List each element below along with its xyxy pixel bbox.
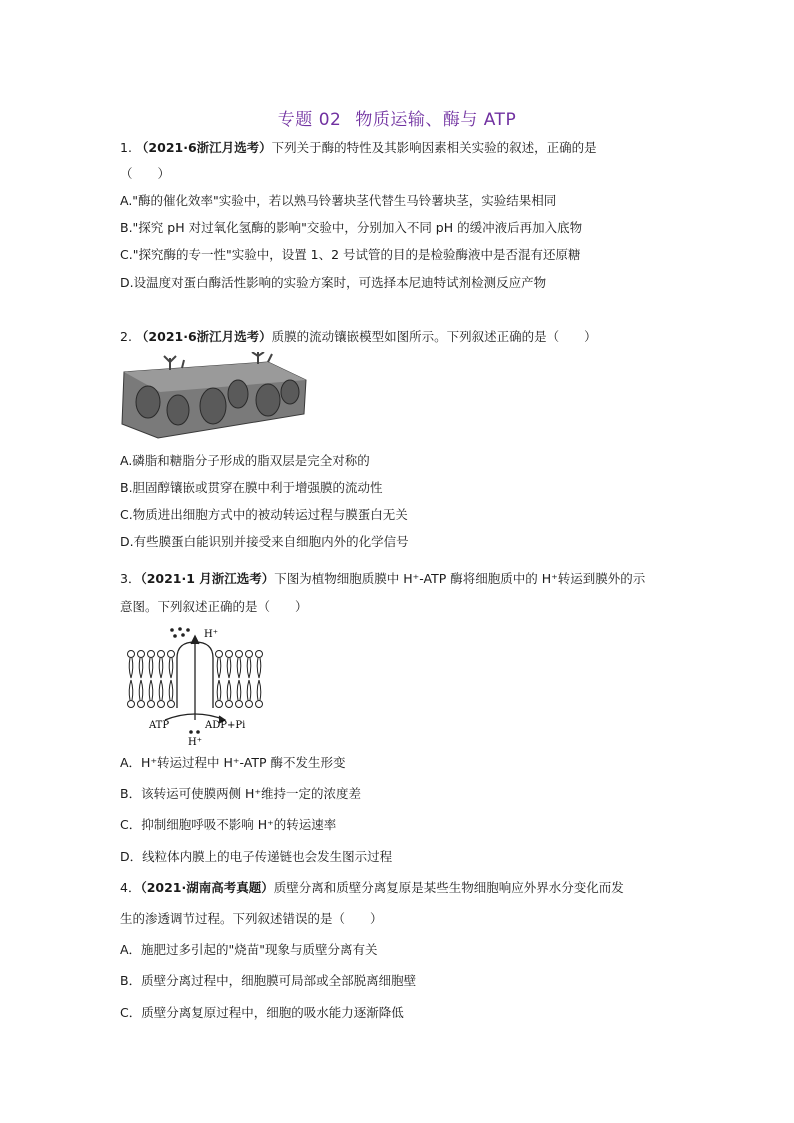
q1-option-d: D.设温度对蛋白酶活性影响的实验方案时，可选择本尼迪特试剂检测反应产物 xyxy=(120,275,547,290)
q2-number: 2. xyxy=(120,329,132,344)
q2-option-c: C.物质进出细胞方式中的被动转运过程与膜蛋白无关 xyxy=(120,507,408,522)
q2-option-b: B.胆固醇镶嵌或贯穿在膜中利于增强膜的流动性 xyxy=(120,480,383,495)
q2-stem xyxy=(120,328,597,346)
h-ion-top-label: H⁺ xyxy=(204,629,218,640)
q3-stem-text-2: 意图。下列叙述正确的是（ ） xyxy=(120,599,308,614)
h-atpase-transport-figure xyxy=(125,624,270,748)
q3-option-b: B．该转运可使膜两侧 H⁺维持一定的浓度差 xyxy=(120,786,362,801)
q3-source: （2021·1 月浙江选考） xyxy=(140,571,275,586)
q3-stem xyxy=(120,570,645,588)
q1-stem-text: 下列关于酶的特性及其影响因素相关实验的叙述，正确的是 xyxy=(271,140,597,155)
q1-number: 1. xyxy=(120,140,132,155)
q4-stem-text-1: 质壁分离和质壁分离复原是某些生物细胞响应外界水分变化而发 xyxy=(273,880,624,895)
title-main: 物质运输、酶与 ATP xyxy=(355,110,517,130)
q4-number: 4． xyxy=(120,880,141,895)
fluid-mosaic-membrane-figure xyxy=(118,352,308,444)
q2-source: （2021·6浙江月选考） xyxy=(135,329,272,344)
adp-pi-label: ADP+Pi xyxy=(205,720,246,731)
q3-number: 3． xyxy=(120,571,141,586)
q3-option-a: A．H⁺转运过程中 H⁺-ATP 酶不发生形变 xyxy=(120,755,346,770)
q3-option-d: D．线粒体内膜上的电子传递链也会发生图示过程 xyxy=(120,849,393,864)
atp-label: ATP xyxy=(149,720,170,731)
q2-option-a: A.磷脂和糖脂分子形成的脂双层是完全对称的 xyxy=(120,453,370,468)
q1-option-a: A."酶的催化效率"实验中，若以熟马铃薯块茎代替生马铃薯块茎，实验结果相同 xyxy=(120,193,557,208)
q4-option-c: C．质壁分离复原过程中，细胞的吸水能力逐渐降低 xyxy=(120,1005,404,1020)
q4-stem-text-2: 生的渗透调节过程。下列叙述错误的是（ ） xyxy=(120,911,383,926)
lipid-bilayer-left xyxy=(128,651,175,708)
q3-option-c: C．抑制细胞呼吸不影响 H⁺的转运速率 xyxy=(120,817,337,832)
q4-option-b: B．质壁分离过程中，细胞膜可局部或全部脱离细胞壁 xyxy=(120,973,417,988)
q2-stem-text: 质膜的流动镶嵌模型如图所示。下列叙述正确的是（ ） xyxy=(271,329,597,344)
q1-option-b: B."探究 pH 对过氧化氢酶的影响"交验中，分别加入不同 pH 的缓冲液后再加入底物 xyxy=(120,220,583,235)
lipid-bilayer-right xyxy=(216,651,263,708)
q3-stem-text-1: 下图为植物细胞质膜中 H⁺-ATP 酶将细胞质中的 H⁺转运到膜外的示 xyxy=(274,571,646,586)
q4-option-a: A．施肥过多引起的"烧苗"现象与质壁分离有关 xyxy=(120,942,378,957)
q2-option-d: D.有些膜蛋白能识别并接受来自细胞内外的化学信号 xyxy=(120,534,409,549)
q1-stem xyxy=(120,139,597,157)
page-title xyxy=(0,105,794,130)
title-prefix: 专题 02 xyxy=(277,110,342,130)
q4-stem xyxy=(120,879,624,897)
q1-answer-paren: （ ） xyxy=(120,166,171,181)
q4-source: （2021·湖南高考真题） xyxy=(140,880,274,895)
q1-option-c: C."探究酶的专一性"实验中，设置 1、2 号试管的目的是检验酶液中是否混有还原糖 xyxy=(120,247,581,262)
q1-source: （2021·6浙江月选考） xyxy=(135,140,272,155)
h-ion-bottom-label: H⁺ xyxy=(188,737,202,748)
